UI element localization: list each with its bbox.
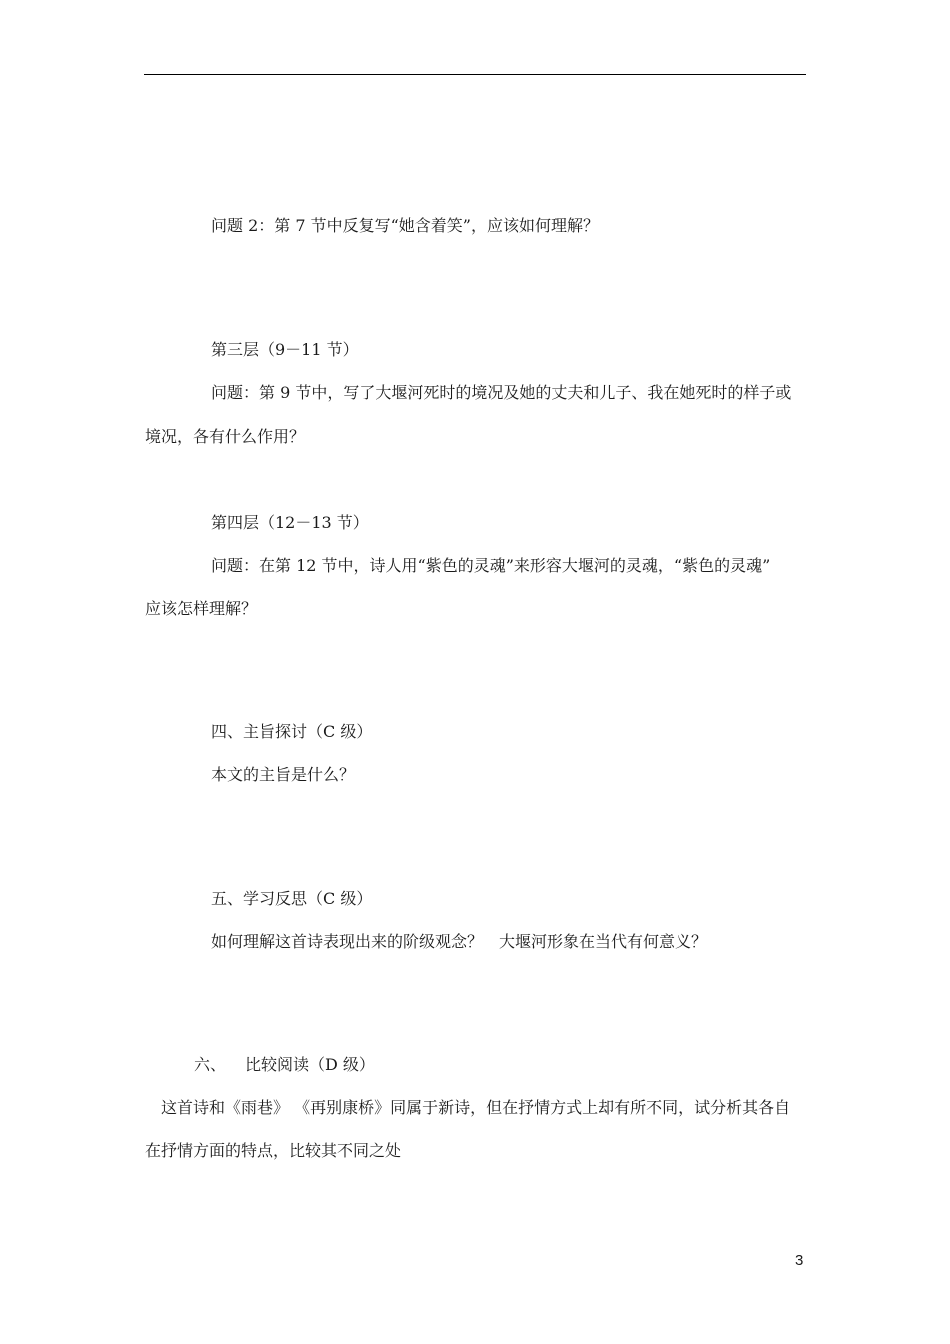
section-6-text-line-2: 在抒情方面的特点，比较其不同之处 [145, 1141, 402, 1160]
layer-3-question-line-1: 问题：第 9 节中，写了大堰河死时的境况及她的丈夫和儿子、我在她死时的样子或 [211, 383, 792, 402]
section-4-heading: 四、主旨探讨（C 级） [211, 722, 373, 741]
section-4-question: 本文的主旨是什么？ [211, 765, 356, 784]
section-5-heading: 五、学习反思（C 级） [211, 889, 373, 908]
layer-4-question-line-1: 问题：在第 12 节中，诗人用“紫色的灵魂”来形容大堰河的灵魂，“紫色的灵魂” [211, 556, 771, 575]
section-5-question: 如何理解这首诗表现出来的阶级观念？ 大堰河形象在当代有何意义？ [211, 932, 708, 951]
section-6-number: 六、 [194, 1055, 227, 1074]
layer-3-heading: 第三层（9－11 节） [211, 340, 359, 359]
layer-4-heading: 第四层（12－13 节） [211, 513, 369, 532]
page-number: 3 [795, 1252, 804, 1269]
question-2: 问题 2：第 7 节中反复写“她含着笑”，应该如何理解？ [211, 216, 599, 235]
layer-3-question-line-2: 境况，各有什么作用？ [145, 427, 306, 446]
section-6-text-line-1: 这首诗和《雨巷》 《再别康桥》同属于新诗，但在抒情方式上却有所不同，试分析其各自 [161, 1098, 791, 1117]
header-rule [144, 74, 806, 75]
layer-4-question-line-2: 应该怎样理解？ [145, 599, 258, 618]
section-6-title: 比较阅读（D 级） [245, 1055, 375, 1074]
